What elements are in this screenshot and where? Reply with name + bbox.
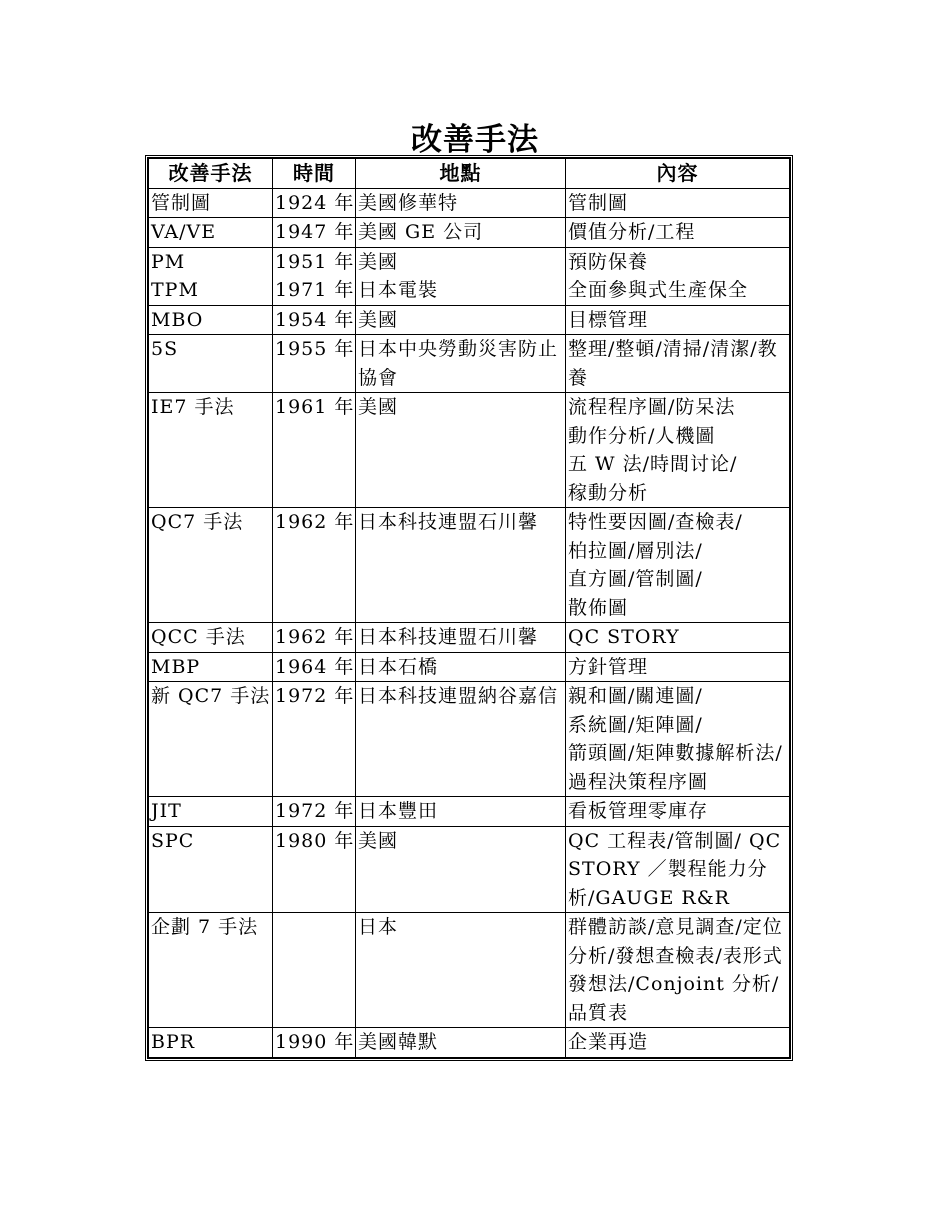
cell-time bbox=[273, 335, 356, 393]
cell-place-line: 日本豐田 bbox=[358, 800, 439, 822]
cell-time-line: 1924 年 bbox=[275, 191, 355, 214]
cell-method-line: VA/VE bbox=[151, 221, 217, 243]
cell-content-line: 五 W 法/時間讨论/ bbox=[568, 453, 738, 475]
cell-place bbox=[356, 826, 566, 913]
cell-content-line: 親和圖/關連圖/ bbox=[568, 685, 703, 707]
cell-time-line: 1961 年 bbox=[275, 396, 355, 418]
table-row bbox=[149, 393, 790, 508]
cell-time bbox=[273, 218, 356, 248]
table-row bbox=[149, 218, 790, 248]
cell-time-line: 1962 年 bbox=[275, 511, 355, 533]
cell-method bbox=[149, 188, 273, 218]
cell-time-line: 1954 年 bbox=[275, 308, 355, 331]
table-body bbox=[149, 188, 790, 1057]
cell-method bbox=[149, 393, 273, 508]
cell-content-line: 稼動分析 bbox=[568, 481, 649, 504]
cell-place-line: 美國 bbox=[358, 396, 399, 418]
cell-place-line: 日本中央勞動災害防止協會 bbox=[358, 338, 559, 389]
cell-method-line: 5S bbox=[151, 338, 179, 360]
cell-time bbox=[273, 797, 356, 827]
cell-content-line: 方針管理 bbox=[568, 655, 649, 678]
cell-method-line: TPM bbox=[151, 279, 199, 301]
cell-place-line: 日本科技連盟石川馨 bbox=[358, 626, 539, 648]
cell-place bbox=[356, 188, 566, 218]
cell-time-line: 1947 年 bbox=[275, 221, 355, 243]
cell-content bbox=[566, 826, 790, 913]
cell-content-line: 管制圖 bbox=[568, 191, 629, 214]
cell-content-line: 直方圖/管制圖/ bbox=[568, 568, 703, 590]
table-row bbox=[149, 1028, 790, 1058]
cell-time-line bbox=[275, 913, 353, 942]
cell-time bbox=[273, 623, 356, 653]
header-place: 地點 bbox=[356, 159, 566, 189]
cell-content-line: 特性要因圖/查檢表/ bbox=[568, 511, 743, 533]
cell-place-line: 日本 bbox=[358, 916, 399, 938]
cell-place bbox=[356, 682, 566, 797]
cell-content bbox=[566, 682, 790, 797]
cell-content-line: 散佈圖 bbox=[568, 596, 629, 619]
cell-content bbox=[566, 188, 790, 218]
cell-place-line: 美國 bbox=[358, 250, 399, 273]
cell-place bbox=[356, 218, 566, 248]
table-row bbox=[149, 247, 790, 305]
cell-time-line: 1990 年 bbox=[275, 1031, 355, 1053]
cell-place bbox=[356, 1028, 566, 1058]
cell-method bbox=[149, 652, 273, 682]
cell-place bbox=[356, 393, 566, 508]
cell-time bbox=[273, 913, 356, 1028]
cell-place bbox=[356, 335, 566, 393]
cell-method-line: QCC 手法 bbox=[151, 626, 246, 648]
cell-method-line: 新 QC7 手法 bbox=[151, 685, 271, 707]
cell-place bbox=[356, 623, 566, 653]
cell-time bbox=[273, 305, 356, 335]
cell-method-line: 管制圖 bbox=[151, 191, 212, 214]
cell-method bbox=[149, 305, 273, 335]
cell-place-line: 日本石橋 bbox=[358, 655, 439, 678]
cell-content bbox=[566, 393, 790, 508]
cell-time-line: 1980 年 bbox=[275, 829, 355, 852]
cell-content bbox=[566, 913, 790, 1028]
cell-method-line: IE7 手法 bbox=[151, 396, 235, 418]
cell-content-line: 全面參與式生產保全 bbox=[568, 279, 749, 301]
cell-place bbox=[356, 247, 566, 305]
cell-content-line: 價值分析/工程 bbox=[568, 221, 696, 243]
cell-time-line: 1955 年 bbox=[275, 338, 355, 360]
table-row bbox=[149, 652, 790, 682]
cell-place bbox=[356, 652, 566, 682]
cell-content-line: 箭頭圖/矩陣數據解析法/過程決策程序圖 bbox=[568, 742, 783, 793]
table-header-row bbox=[149, 159, 790, 189]
cell-time bbox=[273, 393, 356, 508]
improvement-methods-table bbox=[148, 158, 790, 1058]
cell-time-line: 1951 年 bbox=[275, 250, 355, 273]
cell-method-line: QC7 手法 bbox=[151, 511, 244, 533]
cell-method bbox=[149, 508, 273, 623]
cell-content-line: 整理/整頓/清掃/清潔/教養 bbox=[568, 338, 778, 389]
cell-time bbox=[273, 826, 356, 913]
cell-time-line: 1962 年 bbox=[275, 626, 355, 648]
cell-place bbox=[356, 305, 566, 335]
table-row bbox=[149, 335, 790, 393]
cell-content-line: 系統圖/矩陣圖/ bbox=[568, 713, 703, 736]
cell-time bbox=[273, 682, 356, 797]
cell-method-line: BPR bbox=[151, 1031, 196, 1053]
cell-content-line: 流程程序圖/防呆法 bbox=[568, 396, 736, 418]
cell-method bbox=[149, 682, 273, 797]
cell-time-line: 1972 年 bbox=[275, 800, 355, 822]
cell-content bbox=[566, 623, 790, 653]
table-row bbox=[149, 508, 790, 623]
header-content: 內容 bbox=[566, 159, 790, 189]
cell-place-line: 日本電裝 bbox=[358, 279, 439, 301]
cell-place-line: 美國 GE 公司 bbox=[358, 221, 484, 243]
cell-method bbox=[149, 797, 273, 827]
header-time: 時間 bbox=[273, 159, 356, 189]
cell-time bbox=[273, 1028, 356, 1058]
cell-content-line: QC STORY bbox=[568, 626, 680, 648]
cell-content-line: 企業再造 bbox=[568, 1031, 649, 1053]
cell-content bbox=[566, 335, 790, 393]
cell-method bbox=[149, 913, 273, 1028]
cell-content-line: QC 工程表/管制圖/ QC STORY ／製程能力分析/GAUGE R&R bbox=[568, 829, 782, 909]
cell-method-line: 企劃 7 手法 bbox=[151, 916, 259, 938]
page-title: 改善手法 bbox=[411, 122, 539, 158]
improvement-methods-table-frame bbox=[145, 155, 793, 1061]
cell-content bbox=[566, 508, 790, 623]
cell-time bbox=[273, 188, 356, 218]
cell-content-line: 群體訪談/意見調查/定位分析/發想查檢表/表形式發想法/Conjoint 分析/品質表 bbox=[568, 916, 783, 1024]
cell-place-line: 美國 bbox=[358, 308, 399, 331]
cell-place bbox=[356, 508, 566, 623]
cell-method bbox=[149, 335, 273, 393]
table-row bbox=[149, 682, 790, 797]
header-method: 改善手法 bbox=[149, 159, 273, 189]
cell-content bbox=[566, 797, 790, 827]
table-row bbox=[149, 305, 790, 335]
cell-time bbox=[273, 508, 356, 623]
cell-method bbox=[149, 1028, 273, 1058]
cell-method bbox=[149, 218, 273, 248]
cell-content bbox=[566, 652, 790, 682]
cell-method bbox=[149, 247, 273, 305]
cell-place-line: 美國韓默 bbox=[358, 1031, 439, 1053]
cell-time-line: 1972 年 bbox=[275, 685, 355, 707]
cell-method-line: SPC bbox=[151, 829, 195, 852]
cell-content-line: 看板管理零庫存 bbox=[568, 800, 709, 822]
cell-time bbox=[273, 247, 356, 305]
cell-place bbox=[356, 797, 566, 827]
table-row bbox=[149, 826, 790, 913]
cell-place-line: 美國修華特 bbox=[358, 191, 459, 214]
cell-content bbox=[566, 1028, 790, 1058]
cell-method bbox=[149, 623, 273, 653]
cell-method-line: JIT bbox=[151, 800, 182, 822]
cell-method-line: PM bbox=[151, 250, 186, 273]
cell-place bbox=[356, 913, 566, 1028]
table-row bbox=[149, 188, 790, 218]
cell-place-line: 日本科技連盟石川馨 bbox=[358, 511, 539, 533]
cell-content-line: 動作分析/人機圖 bbox=[568, 424, 716, 447]
cell-method-line: MBP bbox=[151, 655, 201, 678]
cell-time bbox=[273, 652, 356, 682]
table-row bbox=[149, 623, 790, 653]
cell-content bbox=[566, 218, 790, 248]
cell-content bbox=[566, 247, 790, 305]
cell-place-line: 日本科技連盟納谷嘉信 bbox=[358, 685, 559, 707]
table-row bbox=[149, 797, 790, 827]
cell-content-line: 目標管理 bbox=[568, 308, 649, 331]
cell-content-line: 預防保養 bbox=[568, 250, 649, 273]
cell-place-line: 美國 bbox=[358, 829, 399, 852]
table-row bbox=[149, 913, 790, 1028]
cell-content bbox=[566, 305, 790, 335]
cell-method bbox=[149, 826, 273, 913]
cell-time-line: 1971 年 bbox=[275, 279, 355, 301]
cell-time-line: 1964 年 bbox=[275, 655, 355, 678]
cell-method-line: MBO bbox=[151, 308, 204, 331]
cell-content-line: 柏拉圖/層別法/ bbox=[568, 539, 703, 562]
